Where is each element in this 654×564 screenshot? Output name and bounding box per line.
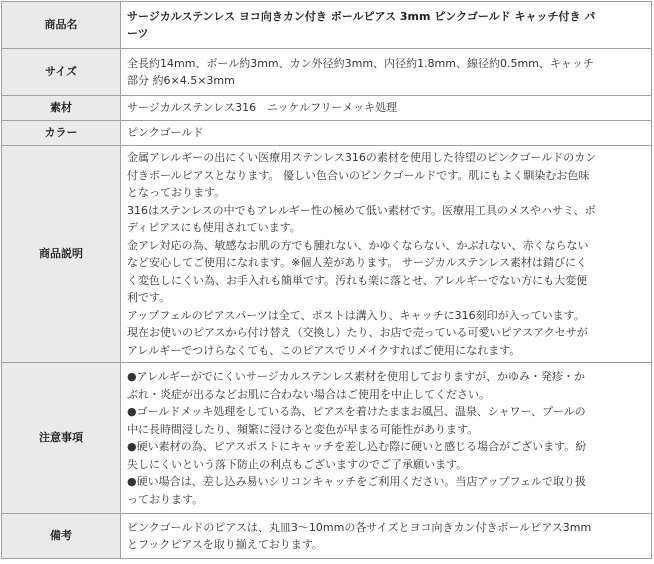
spec-value-name xyxy=(121,2,652,49)
spec-label-material: 素材 xyxy=(2,96,121,121)
spec-row-material xyxy=(2,96,652,121)
spec-label-remarks: 備考 xyxy=(2,514,121,559)
text-line: 付きボールピアスとなります。 優しい色合いのピンクゴールドです。肌にもよく馴染むお色味 xyxy=(127,168,590,182)
text-line: 金アレ対応の為、敏感なお肌の方でも腫れない、かゆくならない、かぶれない、赤くならない xyxy=(127,238,589,252)
text-line: アレルギーでつけらなくても、このピアスでリメイクすればご使用になれます。 xyxy=(127,343,521,357)
text-line: ●アレルギーがでにくいサージカルステンレス素材を使用しておりますが、かゆみ・発疹・か xyxy=(127,370,585,383)
text-line: 全長約14mm、ボール約3mm、カン外径約3mm、内径約1.8mm、線径約0.5mm、キャッチ xyxy=(127,56,594,70)
text-line: 316はステンレスの中でもアレルギー性の極めて低い素材です。医療用工具のメスやハサミ、ボ xyxy=(127,203,596,217)
text-line: サージカルステンレス316 ニッケルフリーメッキ処理 xyxy=(127,101,398,115)
text-line: ピンクゴールド xyxy=(127,126,204,140)
text-line: ●ゴールドメッキ処理をしている為、ピアスを着けたままお風呂、温泉、シャワー、プールの xyxy=(127,405,586,418)
text-line: ピンクゴールドのピアスは、丸皿3～10mmの各サイズとヨコ向きカン付きボールピアス3mm xyxy=(127,520,592,534)
spec-label-name: 商品名 xyxy=(2,2,121,49)
spec-row-remarks xyxy=(2,514,652,559)
text-line: 現在お使いのピアスから付け替え（交換し）たり、お店で売っている可愛いピアスアクセサが xyxy=(127,326,588,339)
spec-value-remarks xyxy=(121,514,652,559)
spec-value-color xyxy=(121,121,652,146)
text-line: く変色しにくい為、お手入れも簡単です。汚れも楽に落とせ、アレルギーでない方にも大変便 xyxy=(127,273,588,287)
text-line: となっております。 xyxy=(127,186,226,199)
spec-value-material xyxy=(121,96,652,121)
spec-label-notes: 注意事項 xyxy=(2,363,121,514)
spec-row-description xyxy=(2,146,652,363)
spec-row-size xyxy=(2,49,652,96)
spec-label-color: カラー xyxy=(2,121,121,146)
text-line: ●硬い場合は、差し込み易いシリコンキャッチをご利用ください。当店アップフェルで取り扱 xyxy=(127,475,587,488)
text-line: 金属アレルギーの出にくい医療用ステンレス316の素材を使用した待望のピンクゴールドのカン xyxy=(127,151,597,164)
spec-row-color xyxy=(2,121,652,146)
spec-value-notes xyxy=(121,363,652,514)
text-line: 利です。 xyxy=(127,291,171,304)
text-line: アップフェルのピアスパーツは全て、ポストは溝入り、キャッチに316刻印が入っています。 xyxy=(127,308,585,322)
text-line: 中に長時間浸したり、頻繁に浸けると変色が早まる可能性があります。 xyxy=(127,422,479,436)
spec-label-size: サイズ xyxy=(2,49,121,96)
spec-value-description xyxy=(121,146,652,363)
text-line: など安心してご使用になれます。※個人差があります。 サージカルステンレス素材は錆びにく xyxy=(127,256,588,269)
text-line: ぶれ・炎症が出るなどお肌に合わない場合はご使用を中止してください。 xyxy=(127,387,490,401)
text-line: ディピアスにも使用されています。 xyxy=(127,221,301,234)
text-line: サージカルステンレス ヨコ向きカン付き ボールピアス 3mm ピンクゴールド キャッチ付き パ xyxy=(127,9,596,23)
spec-row-name xyxy=(2,2,652,49)
text-line: 部分 約6×4.5×3mm xyxy=(127,74,235,87)
text-line: ●硬い素材の為、ピアスポストにキャッチを差し込む際に硬いと感じる場合がございます。紛 xyxy=(127,440,587,453)
spec-row-notes xyxy=(2,363,652,514)
text-line: っております。 xyxy=(127,492,204,506)
product-spec-table xyxy=(1,1,652,559)
text-line: 失しにくいという落下防止の利点もございますのでご了承願います。 xyxy=(127,457,468,471)
spec-value-size xyxy=(121,49,652,96)
text-line: ーツ xyxy=(127,27,149,40)
text-line: とフックピアスを取り揃えております。 xyxy=(127,538,323,551)
spec-label-description: 商品説明 xyxy=(2,146,121,363)
